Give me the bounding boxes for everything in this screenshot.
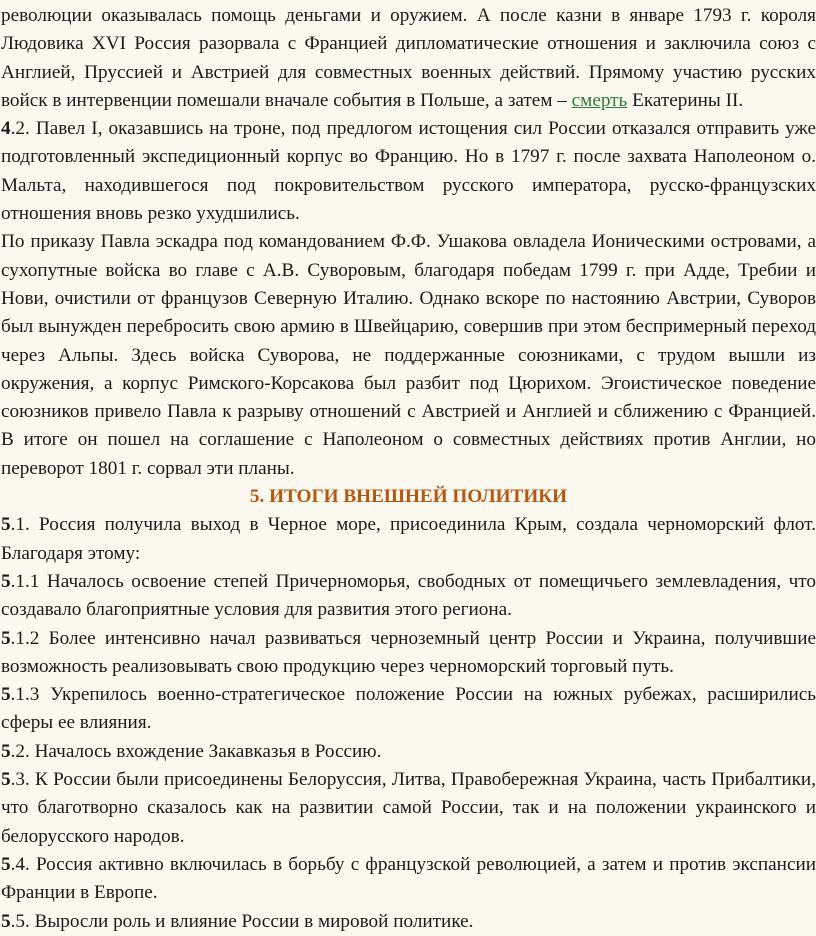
item-number: 5 (1, 684, 11, 706)
paragraph-text: По приказу Павла эскадра под командованием Ф.Ф. Ушакова овладела Ионическими островами, а сухопутные войска во главе с А.В. Суворовым, благодаря победам 1799 г. при Адде, Требии и Нови, очистили от французов Северную Италию. Однако вскоре по настоянию Австрии, Суворов был вынужден перебросить свою армию в Швейцарию, совершив при этом беспримерный переход через Альпы. Здесь войска Суворова, не поддержанные союзниками, с трудом вышли из окружения, а корпус Римского-Корсакова был разбит под Цюрихом. Эгоистическое поведение союзников привело Павла к разрыву отношений с Австрией и Англией и сближению с Францией. В итоге он пошел на соглашение с Наполеоном о совместных действиях против Англии, но переворот 1801 г. сорвал эти планы. (1, 231, 816, 479)
section-heading: 5. ИТОГИ ВНЕШНЕЙ ПОЛИТИКИ (249, 486, 568, 508)
result-item-5-5 (1, 908, 816, 936)
item-text: .3. К России были присоединены Белоруссия, Литва, Правобережная Украина, часть Прибалтики, что благотворно сказалось как на развитии самой России, так и на положении украинского и белорусского народов. (1, 769, 816, 847)
paragraph-suvorov (1, 228, 816, 483)
result-item-5-4 (1, 851, 816, 908)
result-item-5-1-3 (1, 681, 816, 738)
item-text: .4. Россия активно включилась в борьбу с французской революцией, а затем и против экспансии Франции в Европе. (1, 853, 816, 904)
item-text: .1.2 Более интенсивно начал развиваться черноземный центр России и Украина, получившие возможность реализовывать свою продукцию через черноморский торговый путь. (1, 627, 816, 677)
paragraph-4-2 (1, 115, 816, 228)
paragraph-text: .2. Павел I, оказавшись на троне, под предлогом истощения сил России отказался отправить уже подготовленный экспедиционный корпус во Францию. Но в 1797 г. после захвата Наполеоном о. Мальта, находившегося под покровительством русского императора, русско-французских отношения вновь резко ухудшились. (1, 118, 816, 225)
death-link[interactable]: смерть (571, 89, 628, 111)
paragraph-intro-text: революции оказывалась помощь деньгами и оружием. А после казни в январе 1793 г. короля Людовика XVI Россия разорвала с Францией дипломатические отношения и заключила союз с Англией, Пруссией и Австрией для совместных военных действий. Прямому участию русских войск в интервенции помешали вначале события в Польше, а затем – (1, 5, 816, 111)
paragraph-intro-tail: Екатерины II. (627, 89, 744, 111)
item-text: .5. Выросли роль и влияние России в мировой политике. (10, 910, 474, 932)
result-item-5-3 (1, 766, 816, 851)
item-text: .1. Россия получила выход в Черное море, присоединила Крым, создала черноморский флот. Благодаря этому: (1, 514, 816, 564)
item-number: 5 (1, 769, 11, 791)
result-item-5-1-1 (1, 568, 816, 625)
result-item-5-1 (1, 511, 816, 568)
paragraph-intro (1, 2, 816, 115)
item-number: 5 (1, 853, 11, 875)
item-number: 5 (1, 627, 11, 649)
item-text: .1.3 Укрепилось военно-стратегическое положение России на южных рубежах, расширились сферы ее влияния. (1, 684, 816, 734)
item-number: 5 (1, 514, 11, 536)
item-number: 5 (1, 740, 11, 762)
item-number: 5 (1, 910, 11, 932)
item-text: .2. Началось вхождение Закавказья в Россию. (10, 740, 382, 762)
item-text: .1.1 Началось освоение степей Причерноморья, свободных от помещичьего землевладения, что создавало благоприятные условия для развития этого региона. (1, 570, 816, 621)
paragraph-number: 4 (1, 118, 11, 140)
result-item-5-2 (1, 738, 816, 766)
result-item-5-1-2 (1, 625, 816, 682)
item-number: 5 (1, 570, 11, 592)
